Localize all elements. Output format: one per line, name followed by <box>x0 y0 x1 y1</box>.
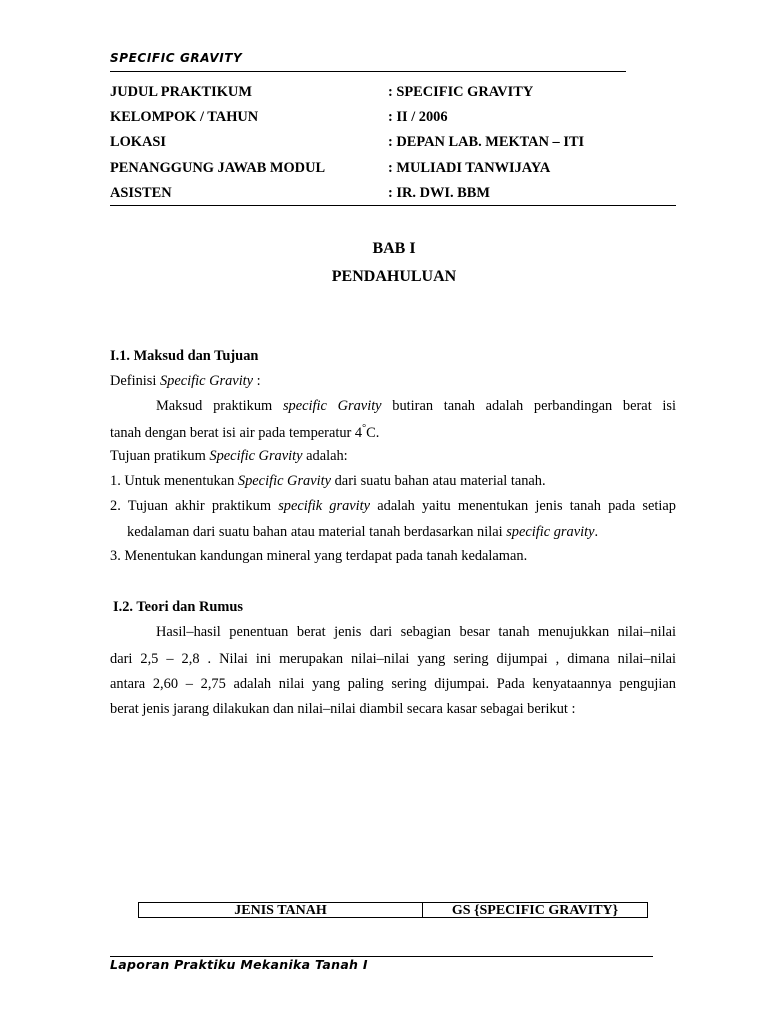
table-header-cell: GS {SPECIFIC GRAVITY} <box>451 903 619 918</box>
info-label: LOKASI <box>110 134 166 151</box>
list-item: 1. Untuk menentukan Specific Gravity dari suatu bahan atau material tanah. <box>110 473 546 489</box>
list-item: 2. Tujuan akhir praktikum specifik gravity adalah yaitu menentukan jenis tanah pada setiap <box>110 498 676 514</box>
info-value: : SPECIFIC GRAVITY <box>388 84 534 100</box>
list-item: 3. Menentukan kandungan mineral yang terdapat pada tanah kedalaman. <box>110 548 528 564</box>
chapter-title: PENDAHULUAN <box>331 268 457 285</box>
paragraph-line: tanah dengan berat isi air pada temperatur 4°C. <box>110 423 380 441</box>
paragraph-line: Hasil–hasil penentuan berat jenis dari sebagian besar tanah menujukkan nilai–nilai <box>156 624 676 640</box>
info-label: KELOMPOK / TAHUN <box>110 109 259 126</box>
running-footer: Laporan Praktiku Mekanika Tanah I <box>110 957 368 972</box>
info-row-lokasi <box>110 130 676 155</box>
info-row-kelompok <box>110 105 676 130</box>
info-value: : DEPAN LAB. MEKTAN – ITI <box>388 134 585 151</box>
running-header: SPECIFIC GRAVITY <box>110 51 243 65</box>
info-label: JUDUL PRAKTIKUM <box>110 84 252 100</box>
paragraph-line: dari 2,5 – 2,8 . Nilai ini merupakan nilai–nilai yang sering dijumpai , dimana nilai–nilai <box>110 651 676 667</box>
specific-gravity-table-header <box>138 902 648 918</box>
list-item-continuation: kedalaman dari suatu bahan atau material tanah berdasarkan nilai specific gravity. <box>127 524 599 540</box>
info-label: ASISTEN <box>110 184 172 201</box>
paragraph-line: antara 2,60 – 2,75 adalah nilai yang paling sering dijumpai. Pada kenyataannya pengujian <box>110 676 676 692</box>
info-block-rule <box>110 205 676 206</box>
definition-line: Definisi Specific Gravity : <box>110 373 261 389</box>
chapter-number: BAB I <box>372 240 416 257</box>
section-title-maksud-tujuan: I.1. Maksud dan Tujuan <box>110 348 259 364</box>
table-header-cell: JENIS TANAH <box>139 903 423 917</box>
header-rule <box>110 71 626 72</box>
info-value: : IR. DWI. BBM <box>388 184 490 201</box>
paragraph-line: Maksud praktikum specific Gravity butiran tanah adalah perbandingan berat isi <box>156 398 676 414</box>
paragraph-line: berat jenis jarang dilakukan dan nilai–nilai diambil secara kasar sebagai berikut : <box>110 701 576 717</box>
info-row-judul <box>110 80 676 105</box>
practicum-info-block <box>110 80 676 206</box>
info-value: : II / 2006 <box>388 109 448 126</box>
purpose-line: Tujuan pratikum Specific Gravity adalah: <box>110 448 348 464</box>
info-value: : MULIADI TANWIJAYA <box>388 159 551 176</box>
info-label: PENANGGUNG JAWAB MODUL <box>110 159 326 176</box>
info-row-asisten <box>110 181 676 206</box>
section-title-teori-rumus: I.2. Teori dan Rumus <box>113 599 243 615</box>
info-row-penanggung-jawab <box>110 156 676 181</box>
